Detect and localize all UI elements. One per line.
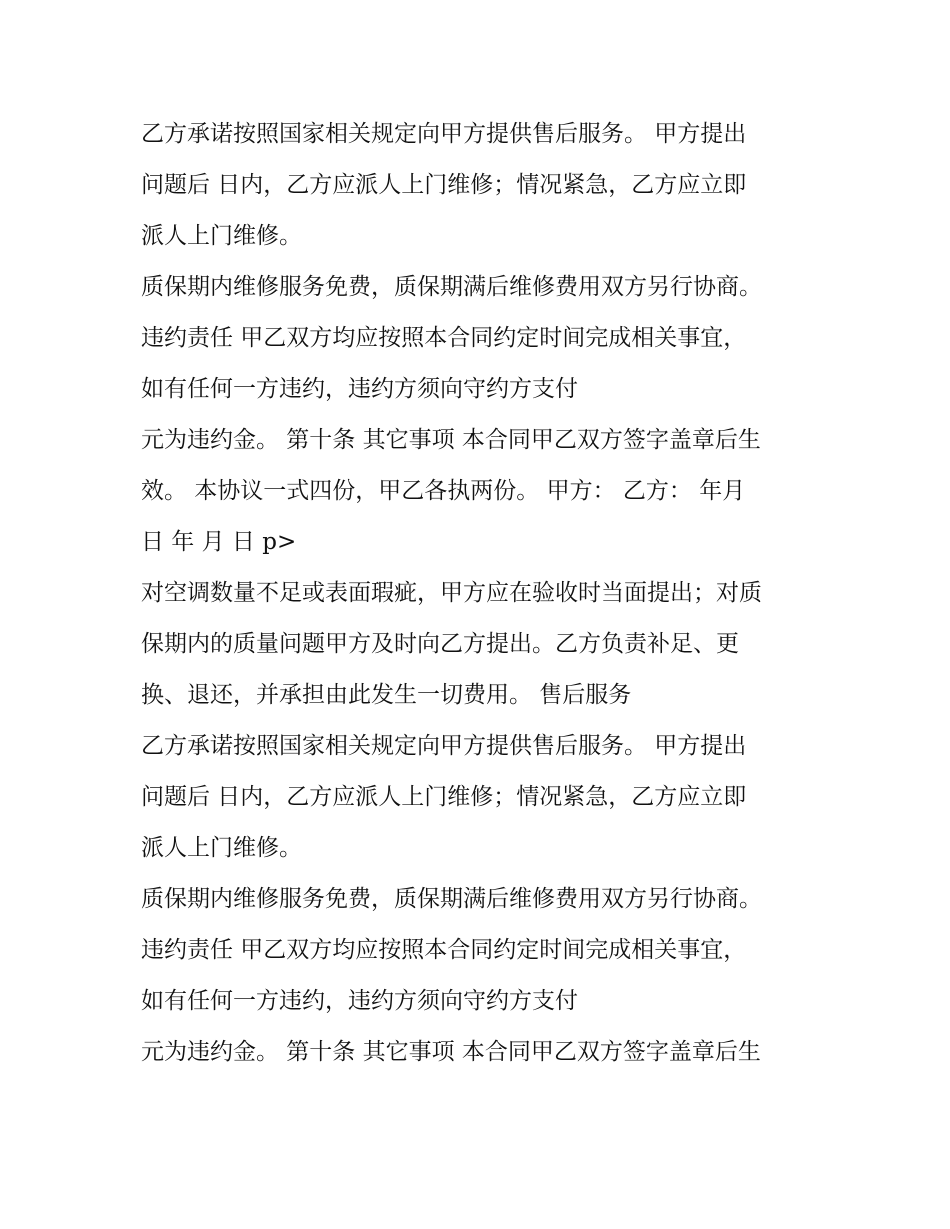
text-line: 如有任何一方违约，违约方须向守约方支付: [141, 988, 578, 1014]
text-line: 派人上门维修。: [141, 223, 302, 249]
text-line: 违约责任 甲乙双方均应按照本合同约定时间完成相关事宜，: [141, 937, 747, 963]
text-line: 问题后 日内，乙方应派人上门维修；情况紧急，乙方应立即: [141, 784, 747, 810]
text-line: 问题后 日内，乙方应派人上门维修；情况紧急，乙方应立即: [141, 172, 747, 198]
text-line: 派人上门维修。: [141, 835, 302, 861]
text-line: 效。 本协议一式四份，甲乙各执两份。 甲方： 乙方： 年月: [141, 478, 746, 504]
document-body: [141, 109, 841, 1078]
text-line: 质保期内维修服务免费，质保期满后维修费用双方另行协商。: [141, 886, 762, 912]
text-line: 质保期内维修服务免费，质保期满后维修费用双方另行协商。: [141, 274, 762, 300]
text-line: 元为违约金。 第十条 其它事项 本合同甲乙双方签字盖章后生: [141, 427, 761, 453]
text-line: 日 年 月 日 p>: [141, 529, 297, 555]
text-line: 换、退还，并承担由此发生一切费用。 售后服务: [141, 682, 632, 708]
text-line: 对空调数量不足或表面瑕疵，甲方应在验收时当面提出；对质: [141, 580, 762, 606]
text-line: 元为违约金。 第十条 其它事项 本合同甲乙双方签字盖章后生: [141, 1039, 761, 1065]
text-line: 乙方承诺按照国家相关规定向甲方提供售后服务。 甲方提出: [141, 121, 747, 147]
text-line: 乙方承诺按照国家相关规定向甲方提供售后服务。 甲方提出: [141, 733, 747, 759]
text-line: 如有任何一方违约，违约方须向守约方支付: [141, 376, 578, 402]
text-line: 保期内的质量问题甲方及时向乙方提出。乙方负责补足、更: [141, 631, 739, 657]
text-line: 违约责任 甲乙双方均应按照本合同约定时间完成相关事宜，: [141, 325, 747, 351]
